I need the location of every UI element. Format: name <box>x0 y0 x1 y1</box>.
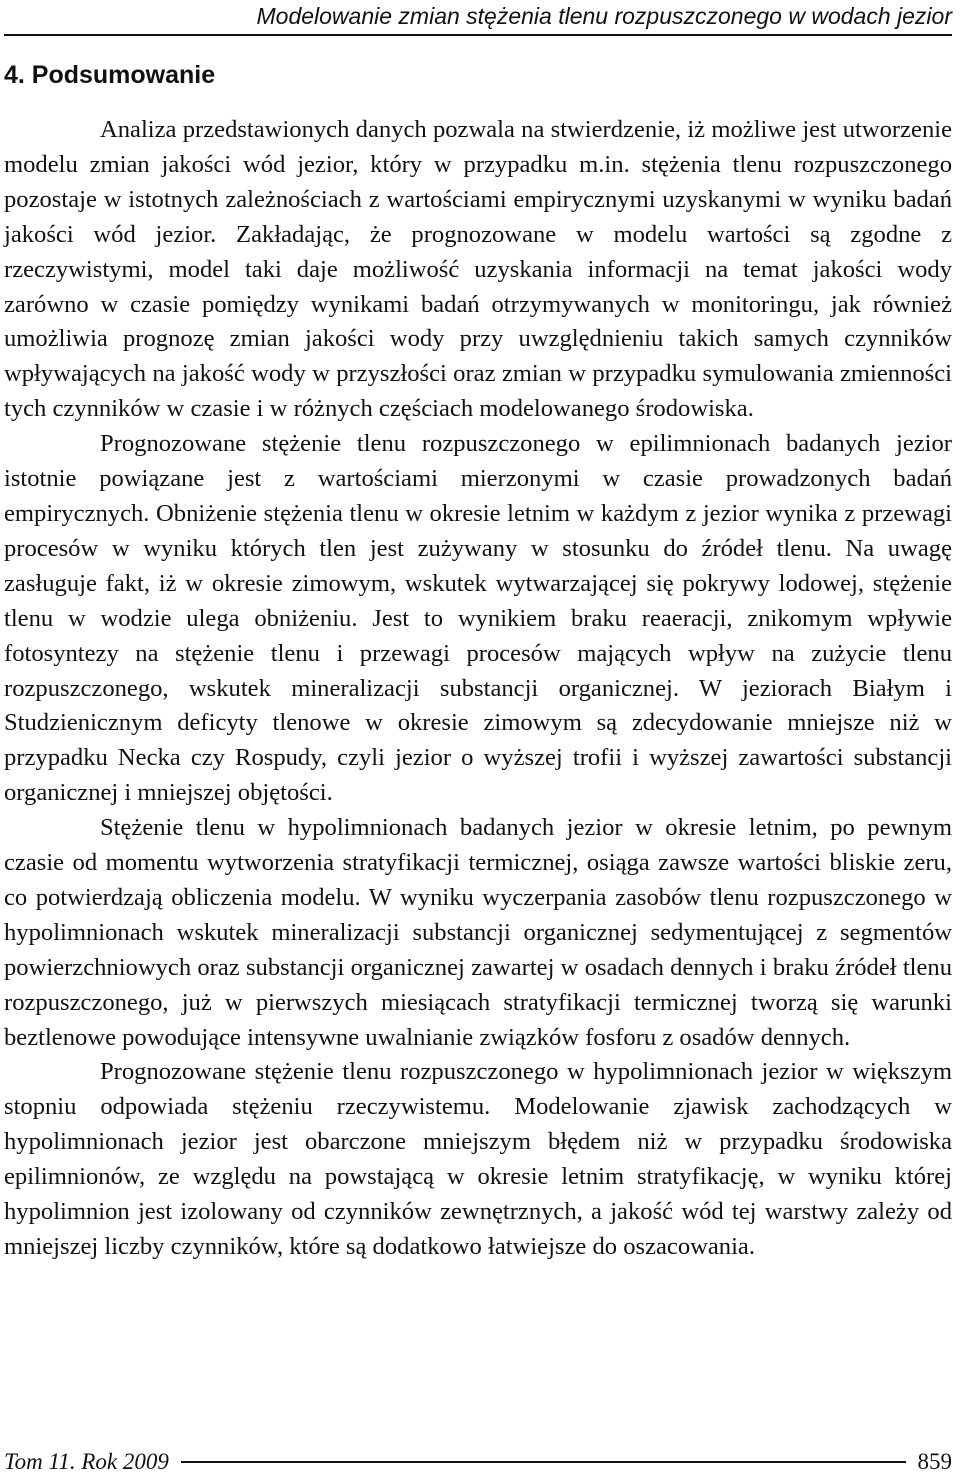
body-text <box>4 113 952 1265</box>
paragraph-4: Prognozowane stężenie tlenu rozpuszczonego w hypolimnionach jezior w większym stopniu odpowiada stężeniu rzeczywistemu. Modelowanie zjawisk zachodzących w hypolimnionach jezior jest obarczone mniejszym błędem niż w przypadku środowiska epilimnionów, ze względu na powstającą w okresie letnim stratyfikację, w wyniku której hypolimnion jest izolowany od czynników zewnętrznych, a jakość wód tej warstwy zależy od mniejszej liczby czynników, które są dodatkowo łatwiejsze do oszacowania. <box>4 1058 952 1260</box>
section-heading: 4. Podsumowanie <box>4 61 216 89</box>
paragraph-1: Analiza przedstawionych danych pozwala na stwierdzenie, iż możliwe jest utworzenie modelu zmian jakości wód jezior, który w przypadku m.in. stężenia tlenu rozpuszczonego pozostaje w istotnych zależnościach z wartościami empirycznymi uzyskanymi w wyniku badań jakości wód jezior. Zakładając, że prognozowane w modelu wartości są zgodne z rzeczywistymi, model taki daje możliwość uzyskania informacji na temat jakości wody zarówno w czasie pomiędzy wynikami badań otrzymywanych w monitoringu, jak również umożliwia prognozę zmian jakości wody przy uwzględnieniu takich samych czynników wpływających na jakość wody w przyszłości oraz zmian w przypadku symulowania zmienności tych czynników w czasie i w różnych częściach modelowanego środowiska. <box>4 116 952 423</box>
running-header <box>4 2 952 36</box>
running-footer <box>4 1446 952 1478</box>
running-title: Modelowanie zmian stężenia tlenu rozpuszczonego w wodach jezior <box>256 3 952 29</box>
footer-volume: Tom 11. Rok 2009 <box>4 1449 169 1474</box>
paragraph-2: Prognozowane stężenie tlenu rozpuszczonego w epilimnionach badanych jezior istotnie powiązane jest z wartościami mierzonymi w czasie prowadzonych badań empirycznych. Obniżenie stężenia tlenu w okresie letnim w każdym z jezior wynika z przewagi procesów w wyniku których tlen jest zużywany w stosunku do źródeł tlenu. Na uwagę zasługuje fakt, iż w okresie zimowym, wskutek wytwarzającej się pokrywy lodowej, stężenie tlenu w wodzie ulega obniżeniu. Jest to wynikiem braku reaeracji, znikomym wpływie fotosyntezy na stężenie tlenu i przewagi procesów mających wpływ na zużycie tlenu rozpuszczonego, wskutek mineralizacji substancji organicznej. W jeziorach Białym i Studzienicznym deficyty tlenowe w okresie zimowym są zdecydowanie mniejsze niż w przypadku Necka czy Rospudy, czyli jezior o wyższej trofii i wyższej zawartości substancji organicznej i mniejszej objętości. <box>4 430 952 807</box>
paragraph-3: Stężenie tlenu w hypolimnionach badanych jezior w okresie letnim, po pewnym czasie od momentu wytworzenia stratyfikacji termicznej, osiąga zawsze wartości bliskie zeru, co potwierdzają obliczenia modelu. W wyniku wyczerpania zasobów tlenu rozpuszczonego w hypolimnionach wskutek mineralizacji substancji organicznej sedymentującej z segmentów powierzchniowych oraz substancji organicznej zawartej w osadach dennych i braku źródeł tlenu rozpuszczonego, już w pierwszych miesiącach stratyfikacji termicznej tworzą się warunki beztlenowe powodujące intensywne uwalnianie związków fosforu z osadów dennych. <box>4 814 952 1051</box>
page-number: 859 <box>917 1449 952 1474</box>
footer-rule <box>181 1461 906 1463</box>
